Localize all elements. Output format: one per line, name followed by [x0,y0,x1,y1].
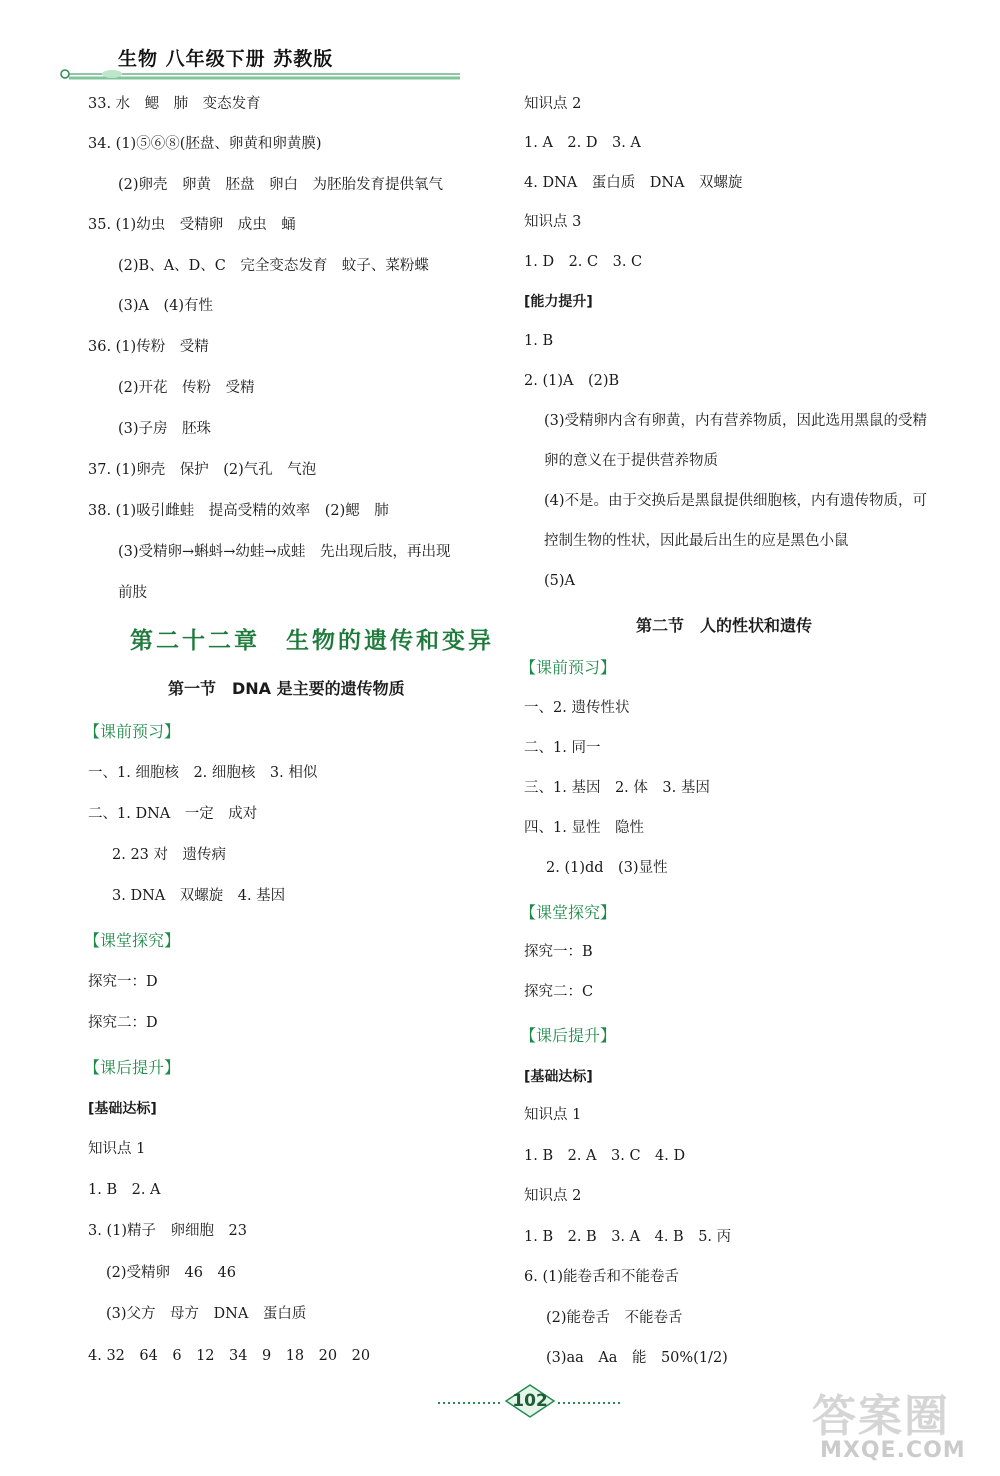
answer-line: 探究二：C [524,984,594,1000]
answer-line: 35. (1)幼虫 受精卵 成虫 蛹 [88,217,296,233]
answer-line: (2)能卷舌 不能卷舌 [546,1310,683,1326]
answer-line: (2)B、A、D、C 完全变态发育 蚊子、菜粉蝶 [118,258,429,274]
answer-line: 1. B 2. A 3. C 4. D [524,1148,686,1164]
basic-label: [基础达标] [524,1069,593,1085]
answer-line: 1. A 2. D 3. A [524,135,641,151]
section-title: 第一节 DNA 是主要的遗传物质 [168,679,405,698]
answer-line: 1. B 2. A [88,1182,161,1198]
section-title: 第二节 人的性状和遗传 [636,616,813,635]
answer-line: 二、1. DNA 一定 成对 [88,806,258,822]
answer-line: 知识点 2 [524,1188,582,1204]
answer-line: 1. B 2. B 3. A 4. B 5. 丙 [524,1229,732,1245]
answer-line: 四、1. 显性 隐性 [524,820,644,836]
answer-line: 一、2. 遗传性状 [524,700,630,716]
answer-line: 二、1. 同一 [524,740,601,756]
answer-line: (3)A (4)有性 [118,298,214,314]
answer-line: 36. (1)传粉 受精 [88,339,209,355]
answer-line: 6. (1)能卷舌和不能卷舌 [524,1269,679,1285]
answer-line: 1. B [524,333,554,349]
answer-line: (2)受精卵 46 46 [106,1265,236,1281]
answer-line: 探究二：D [88,1015,158,1031]
answer-line: 4. DNA 蛋白质 DNA 双螺旋 [524,175,743,191]
answer-line: 38. (1)吸引雌蛙 提高受精的效率 (2)鳃 肺 [88,503,389,519]
basic-label: [基础达标] [88,1101,157,1117]
answer-line: (3)aa Aa 能 50%(1/2) [546,1350,728,1366]
watermark [800,1380,990,1470]
preview-tag: 【课前预习】 [84,722,181,741]
answer-line: 33. 水 鳃 肺 变态发育 [88,96,261,112]
answer-line: 知识点 1 [524,1107,582,1123]
watermark-logo: 答案圈 [812,1391,950,1442]
answer-line: 知识点 3 [524,214,582,230]
answer-line: 前肢 [118,585,147,601]
page-number-text: 102 [512,1391,548,1411]
answer-line: (3)受精卵内含有卵黄，内有营养物质，因此选用黑鼠的受精 [544,413,928,429]
chapter-title: 第二十二章 生物的遗传和变异 [130,628,494,654]
book-title: 生物 八年级下册 苏教版 [118,48,334,70]
after-class-tag: 【课后提升】 [84,1058,181,1077]
answer-line: 2. 23 对 遗传病 [112,847,227,863]
answer-line: (3)父方 母方 DNA 蛋白质 [106,1306,307,1322]
answer-line: 34. (1)⑤⑥⑧(胚盘、卵黄和卵黄膜) [88,136,322,152]
answer-line: 4. 32 64 6 12 34 9 18 20 20 [88,1348,371,1364]
answer-line: (5)A [544,573,576,589]
answer-line: 37. (1)卵壳 保护 (2)气孔 气泡 [88,462,317,478]
answer-line: 三、1. 基因 2. 体 3. 基因 [524,780,710,796]
answer-line: (4)不是。由于交换后是黑鼠提供细胞核，内有遗传物质，可 [544,493,928,509]
answer-line: 控制生物的性状，因此最后出生的应是黑色小鼠 [544,533,849,549]
answer-line: (2)开花 传粉 受精 [118,380,255,396]
header-decoration [60,68,470,84]
answer-line: 3. DNA 双螺旋 4. 基因 [112,888,286,904]
answer-line: 一、1. 细胞核 2. 细胞核 3. 相似 [88,765,318,781]
page-header [60,40,480,90]
after-class-tag: 【课后提升】 [520,1026,617,1045]
answer-line: (3)子房 胚珠 [118,421,212,437]
answer-line: 卵的意义在于提供营养物质 [544,453,718,469]
answer-line: 知识点 1 [88,1141,146,1157]
answer-line: (3)受精卵→蝌蚪→幼蛙→成蛙 先出现后肢，再出现 [118,544,451,560]
explore-tag: 【课堂探究】 [84,931,181,950]
answer-line: 3. (1)精子 卵细胞 23 [88,1223,247,1239]
explore-tag: 【课堂探究】 [520,903,617,922]
answer-line: 探究一：B [524,944,593,960]
ability-label: [能力提升] [524,294,593,310]
answer-line: 2. (1)dd (3)显性 [546,860,668,876]
answer-line: 2. (1)A (2)B [524,373,620,389]
answer-line: 1. D 2. C 3. C [524,254,643,270]
preview-tag: 【课前预习】 [520,658,617,677]
watermark-url: MXQE.COM [820,1438,966,1463]
page-number [430,1383,630,1419]
answer-line: 探究一：D [88,974,158,990]
answer-line: (2)卵壳 卵黄 胚盘 卵白 为胚胎发育提供氧气 [118,177,444,193]
answer-line: 知识点 2 [524,96,582,112]
